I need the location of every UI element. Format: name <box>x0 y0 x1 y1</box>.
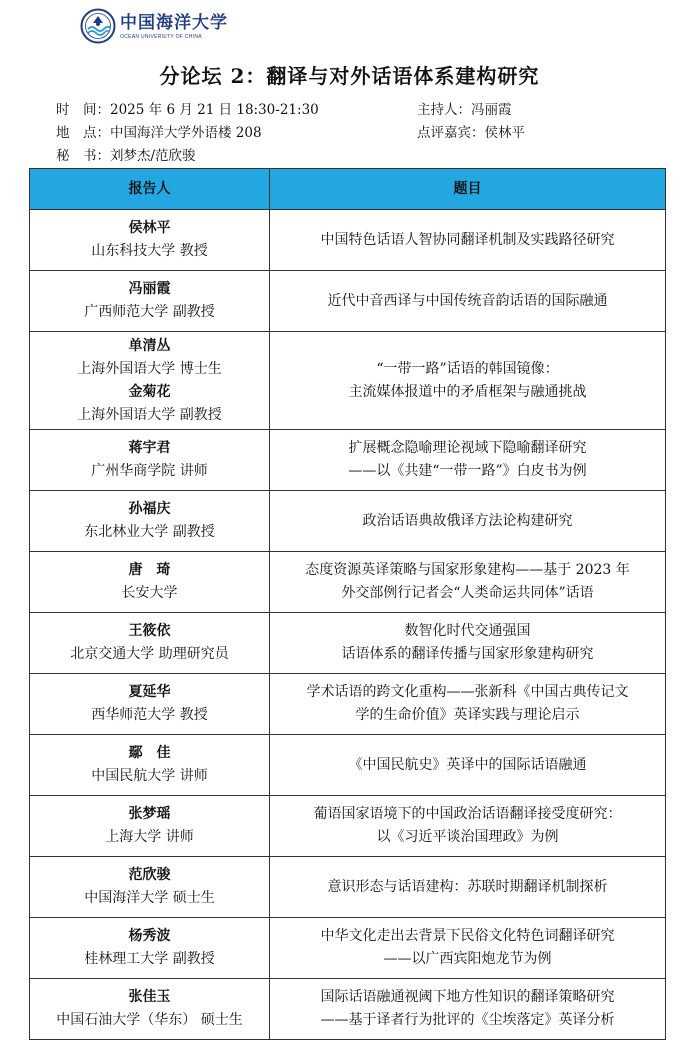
topic-line: “一带一路”话语的韩国镜像： <box>376 360 559 377</box>
table-row <box>30 613 666 674</box>
topic-cell <box>270 918 666 978</box>
host-label: 主持人： <box>417 102 471 118</box>
reporter-cell <box>30 210 270 270</box>
reporter-affiliation: 上海外国语大学 副教授 <box>77 406 222 423</box>
topic-line: 《中国民航史》英译中的国际话语融通 <box>348 756 587 773</box>
topic-cell <box>270 491 666 551</box>
reviewer-info <box>417 125 525 141</box>
topic-cell <box>270 674 666 734</box>
topic-line: 意识形态与话语建构：苏联时期翻译机制探析 <box>327 878 608 895</box>
reporter-affiliation: 长安大学 <box>121 585 178 601</box>
reporter-affiliation: 中国石油大学（华东） 硕士生 <box>56 1012 243 1028</box>
reviewer-value: 侯林平 <box>484 125 525 141</box>
table-row <box>30 552 666 613</box>
place-value: 中国海洋大学外语楼 208 <box>110 125 262 141</box>
page-title: 分论坛 2：翻译与对外话语体系建构研究 <box>159 64 540 88</box>
table-row <box>30 796 666 857</box>
reporter-name: 蒋宇君 <box>128 440 171 456</box>
topic-line: 话语体系的翻译传播与国家形象建构研究 <box>341 646 594 662</box>
table-row <box>30 979 666 1040</box>
reporter-cell <box>30 979 270 1039</box>
reporter-affiliation: 北京交通大学 助理研究员 <box>70 646 229 662</box>
reporter-name: 张梦瑶 <box>128 806 171 822</box>
reporter-cell <box>30 918 270 978</box>
secretary-info <box>56 148 196 164</box>
header-reporter: 报告人 <box>30 169 270 209</box>
reporter-affiliation: 上海外国语大学 博士生 <box>77 360 222 377</box>
topic-line: 学的生命价值》英译实践与理论启示 <box>355 707 580 723</box>
topic-cell <box>270 735 666 795</box>
table-row <box>30 857 666 918</box>
table-row <box>30 210 666 271</box>
reporter-name: 夏延华 <box>128 684 171 700</box>
reporter-name: 侯林平 <box>128 220 171 236</box>
reporter-name: 冯丽霞 <box>128 281 171 297</box>
topic-line: 学术话语的跨文化重构——张新科《中国古典传记文 <box>306 684 629 700</box>
topic-line: 近代中音西译与中国传统音韵话语的国际融通 <box>327 292 608 309</box>
topic-cell <box>270 210 666 270</box>
topic-line: ——以广西宾阳炮龙节为例 <box>383 951 552 967</box>
topic-cell <box>270 271 666 331</box>
reporter-affiliation: 广西师范大学 副教授 <box>84 304 215 320</box>
topic-line: 以《习近平谈治国理政》为例 <box>376 829 559 845</box>
schedule-table <box>29 168 666 1040</box>
table-row <box>30 271 666 332</box>
table-header-row <box>30 169 666 210</box>
topic-line: 中华文化走出去背景下民俗文化特色词翻译研究 <box>320 928 615 944</box>
topic-line: 扩展概念隐喻理论视域下隐喻翻译研究 <box>348 440 587 456</box>
topic-cell <box>270 430 666 490</box>
reporter-cell <box>30 430 270 490</box>
reporter-cell <box>30 552 270 612</box>
reporter-name: 单清丛 <box>128 337 171 354</box>
reporter-name: 孙福庆 <box>128 501 171 517</box>
place-label: 地 点： <box>56 125 110 141</box>
topic-cell <box>270 796 666 856</box>
reporter-cell <box>30 857 270 917</box>
reporter-affiliation: 山东科技大学 教授 <box>91 243 208 259</box>
topic-cell <box>270 979 666 1039</box>
reporter-affiliation: 东北林业大学 副教授 <box>84 524 215 540</box>
reporter-affiliation: 中国海洋大学 硕士生 <box>84 890 215 906</box>
header-topic: 题目 <box>270 169 666 209</box>
topic-cell <box>270 552 666 612</box>
topic-line: 政治话语典故俄译方法论构建研究 <box>362 512 573 529</box>
topic-line: ——以《共建“一带一路”》白皮书为例 <box>348 463 587 479</box>
topic-line: 葡语国家语境下的中国政治话语翻译接受度研究： <box>313 806 622 822</box>
university-logo <box>80 6 228 46</box>
host-value: 冯丽霞 <box>471 102 512 118</box>
logo-english-name: OCEAN UNIVERSITY OF CHINA <box>120 33 202 40</box>
topic-line: 中国特色话语人智协同翻译机制及实践路径研究 <box>320 231 615 248</box>
reporter-cell <box>30 271 270 331</box>
topic-cell <box>270 857 666 917</box>
time-info <box>56 102 319 118</box>
reporter-name: 杨秀波 <box>128 928 171 944</box>
table-row <box>30 674 666 735</box>
reporter-cell <box>30 796 270 856</box>
secretary-label: 秘 书： <box>56 148 110 164</box>
reporter-name: 王筱依 <box>128 623 171 639</box>
topic-line: ——基于译者行为批评的《尘埃落定》英译分析 <box>320 1012 615 1028</box>
table-row <box>30 735 666 796</box>
reporter-cell <box>30 491 270 551</box>
topic-cell <box>270 613 666 673</box>
table-row <box>30 332 666 430</box>
reviewer-label: 点评嘉宾： <box>417 125 485 141</box>
time-label: 时 间： <box>56 102 110 118</box>
host-info <box>417 102 512 118</box>
table-row <box>30 491 666 552</box>
reporter-affiliation: 上海大学 讲师 <box>105 829 194 845</box>
reporter-affiliation: 桂林理工大学 副教授 <box>84 951 215 967</box>
logo-chinese-name: 中国海洋大学 <box>120 12 228 33</box>
topic-line: 数智化时代交通强国 <box>404 623 531 639</box>
reporter-cell <box>30 613 270 673</box>
reporter-affiliation: 中国民航大学 讲师 <box>91 768 208 784</box>
university-emblem-icon <box>80 8 116 44</box>
reporter-affiliation: 广州华商学院 讲师 <box>91 463 208 479</box>
topic-line: 主流媒体报道中的矛盾框架与融通挑战 <box>348 383 587 400</box>
reporter-name: 鄢 佳 <box>128 745 171 761</box>
topic-cell <box>270 332 666 429</box>
reporter-cell <box>30 332 270 429</box>
reporter-cell <box>30 674 270 734</box>
table-row <box>30 918 666 979</box>
place-info <box>56 125 262 141</box>
topic-line: 国际话语融通视阈下地方性知识的翻译策略研究 <box>320 989 615 1005</box>
reporter-name: 金菊花 <box>128 383 171 400</box>
reporter-name: 唐 琦 <box>128 562 171 578</box>
topic-line: 外交部例行记者会“人类命运共同体”话语 <box>341 585 594 601</box>
table-row <box>30 430 666 491</box>
reporter-name: 范欣骏 <box>128 867 171 883</box>
topic-line: 态度资源英译策略与国家形象建构——基于 2023 年 <box>305 562 630 578</box>
reporter-affiliation: 西华师范大学 教授 <box>91 707 208 723</box>
time-value: 2025 年 6 月 21 日 18:30-21:30 <box>110 102 319 118</box>
reporter-cell <box>30 735 270 795</box>
secretary-value: 刘梦杰/范欣骏 <box>110 148 196 164</box>
reporter-name: 张佳玉 <box>128 989 171 1005</box>
